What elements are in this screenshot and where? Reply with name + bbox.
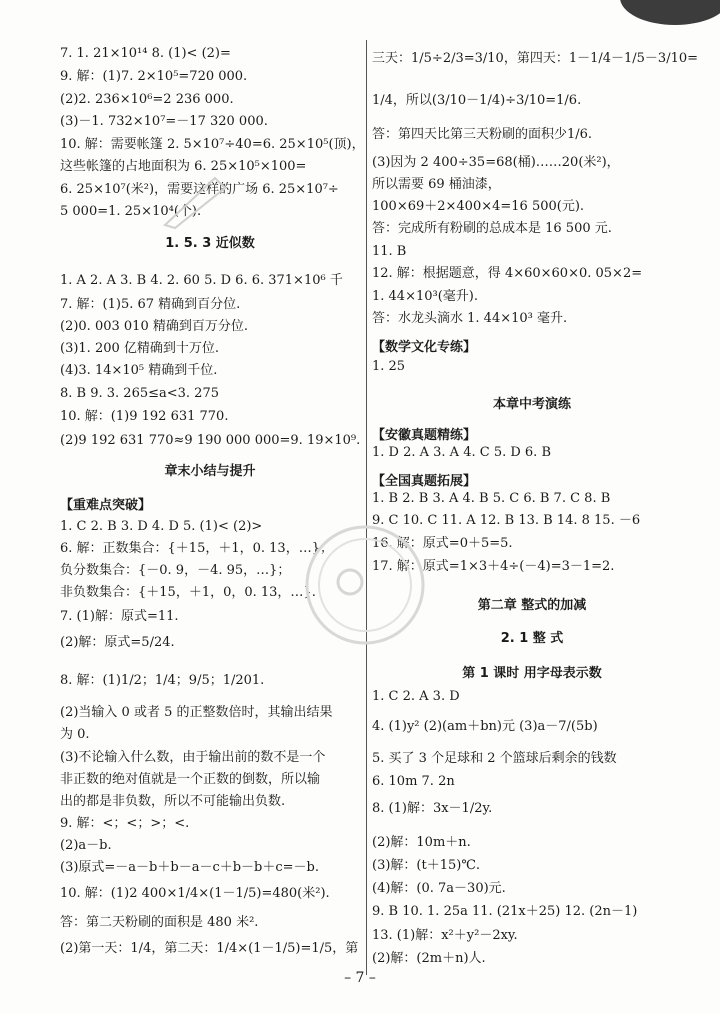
right-answer-line-4: 所以需要 69 桶油漆， — [372, 177, 501, 192]
right-answer-line-22: (2)解：10m＋n. — [372, 835, 471, 850]
right-answer-line-8: 12. 解：根据题意，得 4×60×60×0. 05×2= — [372, 266, 643, 281]
right-answer-line-17: 1. C 2. A 3. D — [372, 689, 460, 704]
left-answer-line-12: (4)3. 14×10⁵ 精确到千位. — [60, 363, 218, 378]
right-answer-line-1: 1/4，所以(3/10－1/4)÷3/10=1/6. — [372, 93, 582, 108]
left-answer-line-24: 为 0. — [60, 727, 90, 742]
column-divider — [366, 40, 367, 975]
right-answer-line-7: 11. B — [372, 244, 407, 259]
left-answer-line-32: 答：第二天粉刷的面积是 480 米². — [60, 915, 259, 930]
left-answer-line-5: 这些帐篷的占地面积为 6. 25×10⁵×100= — [60, 159, 307, 174]
left-answer-line-20: 7. (1)解：原式=11. — [60, 609, 179, 624]
right-answer-line-6: 答：完成所有粉刷的总成本是 16 500 元. — [372, 221, 612, 236]
left-answer-line-17: 6. 解：正数集合：{＋15，＋1，0. 13，…}； — [60, 541, 333, 556]
right-section-label-1: 【安徽真题精练】 — [372, 428, 477, 443]
right-answer-line-26: 13. (1)解：x²＋y²－2xy. — [372, 928, 518, 943]
left-heading-1: 章末小结与提升 — [164, 464, 256, 479]
left-answer-line-28: 9. 解：<；<；>；<. — [60, 816, 190, 831]
left-answer-line-0: 7. 1. 21×10¹⁴ 8. (1)< (2)= — [60, 46, 231, 61]
left-answer-line-30: (3)原式=－a－b＋b－a－c＋b－b＋c=－b. — [60, 860, 320, 875]
left-answer-line-23: (2)当输入 0 或者 5 的正整数倍时，其输出结果 — [60, 705, 333, 720]
left-answer-line-3: (3)－1. 732×10⁷=－17 320 000. — [60, 114, 268, 129]
right-answer-line-20: 6. 10m 7. 2n — [372, 774, 455, 789]
left-answer-line-4: 10. 解：需要帐篷 2. 5×10⁷÷40=6. 25×10⁵(顶)， — [60, 137, 365, 152]
right-answer-line-21: 8. (1)解：3x－1/2y. — [372, 801, 493, 816]
right-answer-line-3: (3)因为 2 400÷35=68(桶)……20(米²)， — [372, 155, 620, 170]
left-answer-line-29: (2)a－b. — [60, 838, 112, 853]
left-heading-0: 1. 5. 3 近似数 — [165, 236, 255, 251]
left-answer-line-1: 9. 解：(1)7. 2×10⁵=720 000. — [60, 69, 248, 84]
left-answer-line-27: 出的都是非负数，所以不可能输出负数. — [60, 794, 286, 809]
left-answer-line-11: (3)1. 200 亿精确到十万位. — [60, 341, 220, 356]
right-answer-line-5: 100×69＋2×400×4=16 500(元). — [372, 199, 585, 214]
right-answer-line-0: 三天：1/5÷2/3=3/10，第四天：1－1/4－1/5－3/10= — [372, 51, 699, 66]
left-answer-line-10: (2)0. 003 010 精确到百万分位. — [60, 319, 248, 334]
left-section-label-0: 【重难点突破】 — [60, 498, 152, 513]
right-answer-line-9: 1. 44×10³(毫升). — [372, 289, 478, 304]
left-answer-line-22: 8. 解：(1)1/2；1/4；9/5；1/201. — [60, 673, 265, 688]
right-heading-1: 第二章 整式的加减 — [477, 598, 587, 613]
left-answer-line-31: 10. 解：(1)2 400×1/4×(1－1/5)=480(米²). — [60, 886, 330, 901]
right-answer-line-2: 答：第四天比第三天粉刷的面积少1/6. — [372, 127, 593, 142]
page-number: – 7 – — [344, 970, 376, 986]
left-answer-line-33: (2)第一天：1/4，第二天：1/4×(1－1/5)=1/5，第 — [60, 941, 359, 956]
right-answer-line-16: 17. 解：原式=1×3＋4÷(－4)=3－1=2. — [372, 559, 615, 574]
left-answer-line-8: 1. A 2. A 3. B 4. 2. 60 5. D 6. 6. 371×10⁶ 千 — [60, 273, 343, 288]
left-column — [60, 0, 365, 1013]
left-answer-line-18: 负分数集合：{－0. 9，－4. 95，…}； — [60, 563, 291, 578]
left-answer-line-26: 非正数的绝对值就是一个正数的倒数，所以输 — [60, 772, 321, 787]
right-answer-line-24: (4)解：(0. 7a－30)元. — [372, 881, 506, 896]
right-answer-line-25: 9. B 10. 1. 25a 11. (21x＋25) 12. (2n－1) — [372, 904, 638, 919]
left-answer-line-2: (2)2. 236×10⁶=2 236 000. — [60, 92, 234, 107]
right-answer-line-12: 1. D 2. A 3. A 4. C 5. D 6. B — [372, 445, 551, 460]
left-answer-line-14: 10. 解：(1)9 192 631 770. — [60, 409, 229, 424]
right-answer-line-10: 答：水龙头滴水 1. 44×10³ 毫升. — [372, 311, 568, 326]
right-column — [372, 0, 699, 1013]
right-answer-line-23: (3)解：(t＋15)℃. — [372, 858, 480, 873]
right-answer-line-11: 1. 25 — [372, 359, 406, 374]
right-answer-line-13: 1. B 2. B 3. A 4. B 5. C 6. B 7. C 8. B — [372, 491, 611, 506]
right-section-label-0: 【数学文化专练】 — [372, 340, 477, 355]
left-answer-line-15: (2)9 192 631 770≈9 190 000 000=9. 19×10⁹. — [60, 433, 361, 448]
right-answer-line-18: 4. (1)y² (2)(am＋bn)元 (3)a－7/(5b) — [372, 719, 598, 734]
left-answer-line-13: 8. B 9. 3. 265≤a<3. 275 — [60, 386, 219, 401]
right-section-label-2: 【全国真题拓展】 — [372, 474, 477, 489]
left-answer-line-16: 1. C 2. B 3. D 4. D 5. (1)< (2)> — [60, 519, 263, 534]
left-answer-line-6: 6. 25×10⁷(米²)，需要这样的广场 6. 25×10⁷÷ — [60, 182, 339, 197]
right-heading-3: 第 1 课时 用字母表示数 — [462, 666, 602, 681]
left-answer-line-21: (2)解：原式=5/24. — [60, 635, 175, 650]
right-answer-line-19: 5. 买了 3 个足球和 2 个篮球后剩余的钱数 — [372, 751, 617, 766]
left-answer-line-19: 非负数集合：{＋15，＋1，0，0. 13，…}. — [60, 585, 316, 600]
right-heading-0: 本章中考演练 — [492, 397, 571, 412]
left-answer-line-7: 5 000=1. 25×10⁴(个). — [60, 204, 202, 219]
left-answer-line-25: (3)不论输入什么数，由于输出前的数不是一个 — [60, 750, 326, 765]
right-answer-line-27: (2)解：(2m＋n)人. — [372, 951, 486, 966]
left-answer-line-9: 7. 解：(1)5. 67 精确到百分位. — [60, 297, 241, 312]
right-answer-line-14: 9. C 10. C 11. A 12. B 13. B 14. 8 15. －6 — [372, 513, 641, 528]
right-heading-2: 2. 1 整 式 — [500, 631, 564, 646]
right-answer-line-15: 16. 解：原式=0＋5=5. — [372, 536, 513, 551]
